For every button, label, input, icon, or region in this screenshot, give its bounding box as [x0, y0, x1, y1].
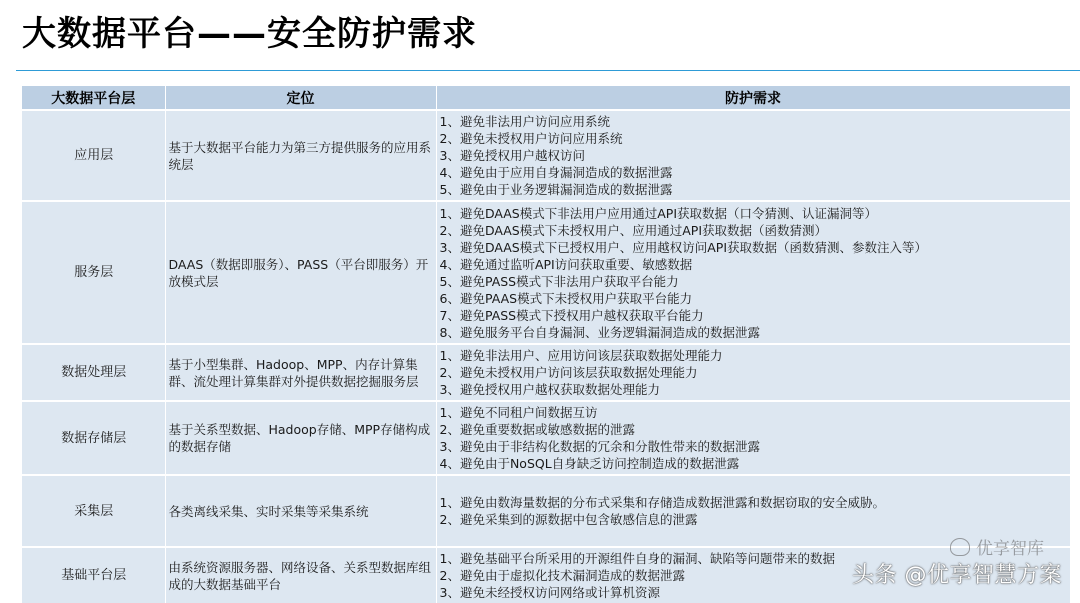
requirements-cell — [436, 344, 1070, 401]
requirement-item: 3、避免授权用户越权获取数据处理能力 — [439, 382, 660, 397]
table-header-row — [22, 86, 1070, 110]
requirement-item: 1、避免非法用户访问应用系统 — [439, 114, 610, 129]
layer-cell: 基础平台层 — [22, 547, 165, 603]
requirement-item: 2、避免未授权用户访问应用系统 — [439, 131, 623, 146]
requirement-item: 3、避免由于非结构化数据的冗余和分散性带来的数据泄露 — [439, 439, 760, 454]
requirement-item: 1、避免非法用户、应用访问该层获取数据处理能力 — [439, 348, 723, 363]
requirement-item: 3、避免未经授权访问网络或计算机资源 — [439, 585, 660, 600]
table-row — [22, 475, 1070, 547]
requirement-item: 3、避免授权用户越权访问 — [439, 148, 585, 163]
layer-cell: 数据处理层 — [22, 344, 165, 401]
requirement-item: 2、避免DAAS模式下未授权用户、应用通过API获取数据（函数猜测） — [439, 222, 828, 238]
requirement-item: 4、避免由于应用自身漏洞造成的数据泄露 — [439, 165, 673, 180]
header-requirements: 防护需求 — [436, 86, 1070, 110]
position-cell: 由系统资源服务器、网络设备、关系型数据库组成的大数据基础平台 — [165, 547, 436, 603]
requirement-item: 8、避免服务平台自身漏洞、业务逻辑漏洞造成的数据泄露 — [439, 324, 760, 340]
header-layer: 大数据平台层 — [22, 86, 165, 110]
layer-cell: 数据存储层 — [22, 401, 165, 475]
position-cell: 各类离线采集、实时采集等采集系统 — [165, 475, 436, 547]
requirement-item: 1、避免由数海量数据的分布式采集和存储造成数据泄露和数据窃取的安全威胁。 — [439, 495, 885, 510]
requirements-cell — [436, 110, 1070, 201]
position-cell: DAAS（数据即服务）、PASS（平台即服务）开放模式层 — [165, 201, 436, 344]
requirement-item: 5、避免PASS模式下非法用户获取平台能力 — [439, 273, 679, 289]
header-position: 定位 — [165, 86, 436, 110]
requirement-item: 6、避免PAAS模式下未授权用户获取平台能力 — [439, 290, 693, 306]
requirement-item: 1、避免基础平台所采用的开源组件自身的漏洞、缺陷等问题带来的数据 — [439, 551, 835, 566]
watermark-source: 头条 @优享智慧方案 — [852, 563, 1062, 588]
requirement-item: 5、避免由于业务逻辑漏洞造成的数据泄露 — [439, 182, 673, 197]
page-title: 大数据平台——安全防护需求 — [22, 14, 477, 54]
requirement-item: 4、避免由于NoSQL自身缺乏访问控制造成的数据泄露 — [439, 456, 740, 471]
title-divider — [16, 70, 1080, 71]
requirements-cell — [436, 401, 1070, 475]
requirements-cell — [436, 201, 1070, 344]
security-requirements-table — [22, 86, 1071, 603]
requirement-item: 2、避免由于虚拟化技术漏洞造成的数据泄露 — [439, 568, 685, 583]
requirement-item: 3、避免DAAS模式下已授权用户、应用越权访问API获取数据（函数猜测、参数注入等） — [439, 239, 928, 255]
requirement-item: 4、避免通过监听API访问获取重要、敏感数据 — [439, 256, 693, 272]
watermark-brand-text: 优享智库 — [976, 539, 1044, 559]
requirement-item: 7、避免PASS模式下授权用户越权获取平台能力 — [439, 307, 704, 323]
requirement-item: 1、避免DAAS模式下非法用户应用通过API获取数据（口令猜测、认证漏洞等） — [439, 205, 878, 221]
position-cell: 基于关系型数据、Hadoop存储、MPP存储构成的数据存储 — [165, 401, 436, 475]
position-cell: 基于小型集群、Hadoop、MPP、内存计算集群、流处理计算集群对外提供数据挖掘服务层 — [165, 344, 436, 401]
requirement-item: 2、避免采集到的源数据中包含敏感信息的泄露 — [439, 512, 698, 527]
position-cell: 基于大数据平台能力为第三方提供服务的应用系统层 — [165, 110, 436, 201]
layer-cell: 服务层 — [22, 201, 165, 344]
table-row — [22, 401, 1070, 475]
table-row — [22, 344, 1070, 401]
table-row — [22, 110, 1070, 201]
layer-cell: 采集层 — [22, 475, 165, 547]
table-row — [22, 201, 1070, 344]
layer-cell: 应用层 — [22, 110, 165, 201]
requirement-item: 2、避免重要数据或敏感数据的泄露 — [439, 422, 635, 437]
brand-logo-icon — [950, 538, 970, 556]
requirement-item: 2、避免未授权用户访问该层获取数据处理能力 — [439, 365, 698, 380]
requirement-item: 1、避免不同租户间数据互访 — [439, 405, 598, 420]
watermark-brand — [950, 534, 1044, 559]
